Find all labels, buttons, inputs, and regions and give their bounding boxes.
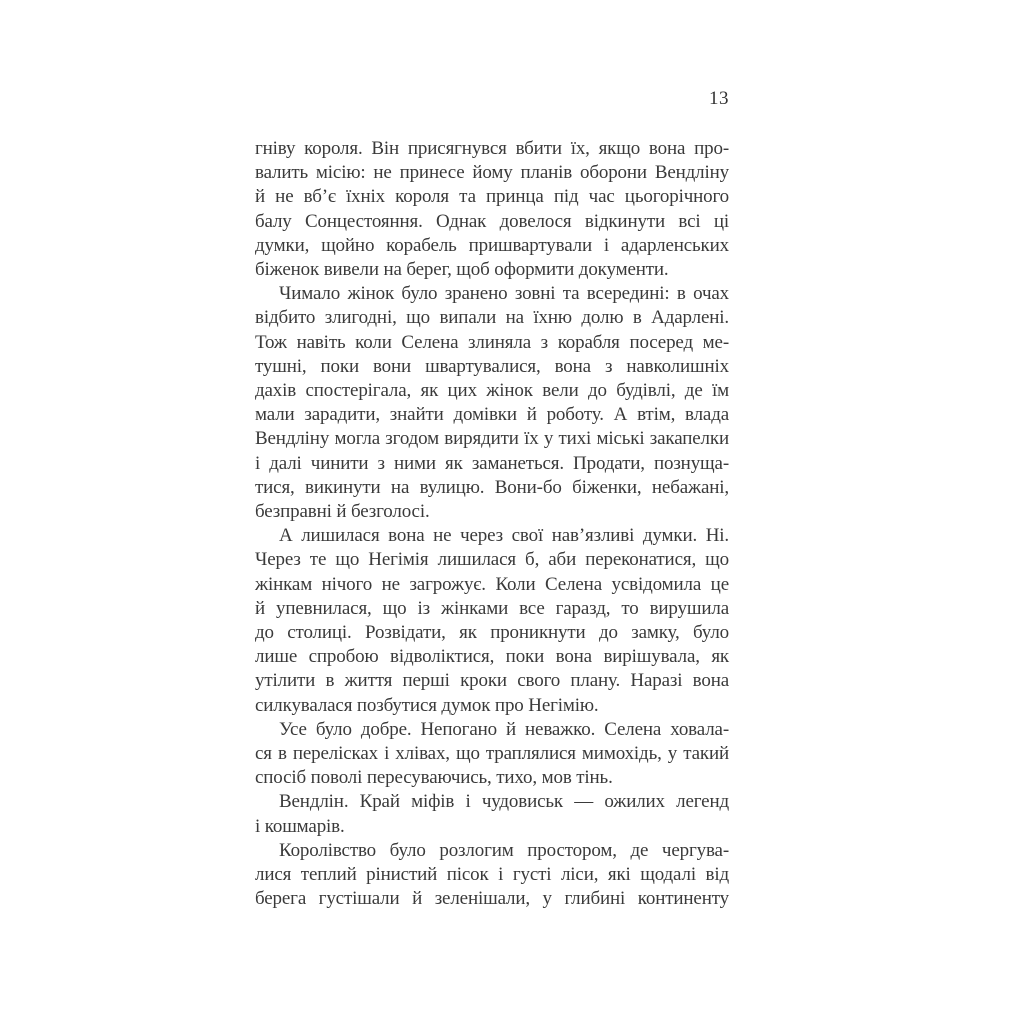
text-line: лися теплий рінистий пісок і густі ліси, які щодалі від [255, 864, 729, 886]
text-line: Через те що Негімія лишилася б, аби переконатися, що [255, 549, 729, 571]
text-line: до столиці. Розвідати, як проникнути до замку, було [255, 622, 729, 644]
text-line: балу Сонцестояння. Однак довелося відкинути всі ці [255, 210, 729, 232]
text-line: Чимало жінок було зранено зовні та всередині: в очах [279, 283, 729, 305]
paragraph [255, 839, 729, 912]
text-line: А лишилася вона не через свої нав’язливі думки. Ні. [279, 525, 729, 547]
text-line: Усе було добре. Непогано й неважко. Селена ховала- [279, 718, 729, 740]
text-line: ся в перелісках і хлівах, що траплялися мимохідь, у такий [255, 743, 729, 765]
text-line: тися, викинути на вулицю. Вони-бо біженки, небажані, [255, 476, 729, 498]
text-line: й упевнилася, що із жінками все гаразд, то вирушила [255, 597, 729, 619]
text-line: лише спробою відволіктися, поки вона вирішувала, як [255, 646, 729, 668]
text-line: мали зарадити, знайти домівки й роботу. А втім, влада [255, 404, 729, 426]
paragraph [255, 718, 729, 791]
text-line: спосіб поволі пересуваючись, тихо, мов тінь. [255, 767, 613, 789]
text-line: гніву короля. Він присягнувся вбити їх, якщо вона про- [255, 138, 729, 159]
text-line: відбито злигодні, що випали на їхню долю в Адарлені. [255, 307, 729, 329]
text-line: силкувалася позбутися думок про Негімію. [255, 694, 599, 716]
text-line: валить місію: не принесе йому планів оборони Вендліну [255, 162, 729, 184]
text-line: дахів спостерігала, як цих жінок вели до будівлі, де їм [255, 380, 729, 402]
text-line: Тож навіть коли Селена злиняла з корабля посеред ме- [255, 331, 729, 353]
text-line: біженок вивели на берег, щоб оформити документи. [255, 259, 669, 281]
page-number: 13 [709, 88, 729, 109]
text-line: і кошмарів. [255, 815, 345, 837]
paragraph [255, 790, 729, 838]
text-line: жінкам нічого не загрожує. Коли Селена усвідомила це [255, 573, 729, 595]
text-line: тушні, поки вони швартувалися, вона з навколишніх [255, 355, 729, 377]
paragraph [255, 137, 729, 282]
text-line: думки, щойно корабель пришвартували і адарленських [255, 234, 729, 256]
text-line: Вендлін. Край міфів і чудовиськ — ожилих легенд [279, 791, 729, 813]
text-line: берега густішали й зеленішали, у глибині континенту [255, 888, 729, 910]
text-line: Королівство було розлогим простором, де чергува- [279, 839, 729, 861]
text-line: безправні й безголосі. [255, 501, 430, 523]
text-line: і далі чинити з ними як заманеться. Продати, познуща- [255, 452, 729, 474]
text-line: й не вб’є їхніх короля та принца під час цьогорічного [255, 186, 729, 208]
text-line: Вендліну могла згодом вирядити їх у тихі міські закапелки [255, 428, 729, 450]
paragraph [255, 524, 729, 718]
paragraph [255, 282, 729, 524]
text-line: утілити в життя перші кроки свого плану. Наразі вона [255, 670, 729, 692]
body-text [255, 137, 729, 912]
